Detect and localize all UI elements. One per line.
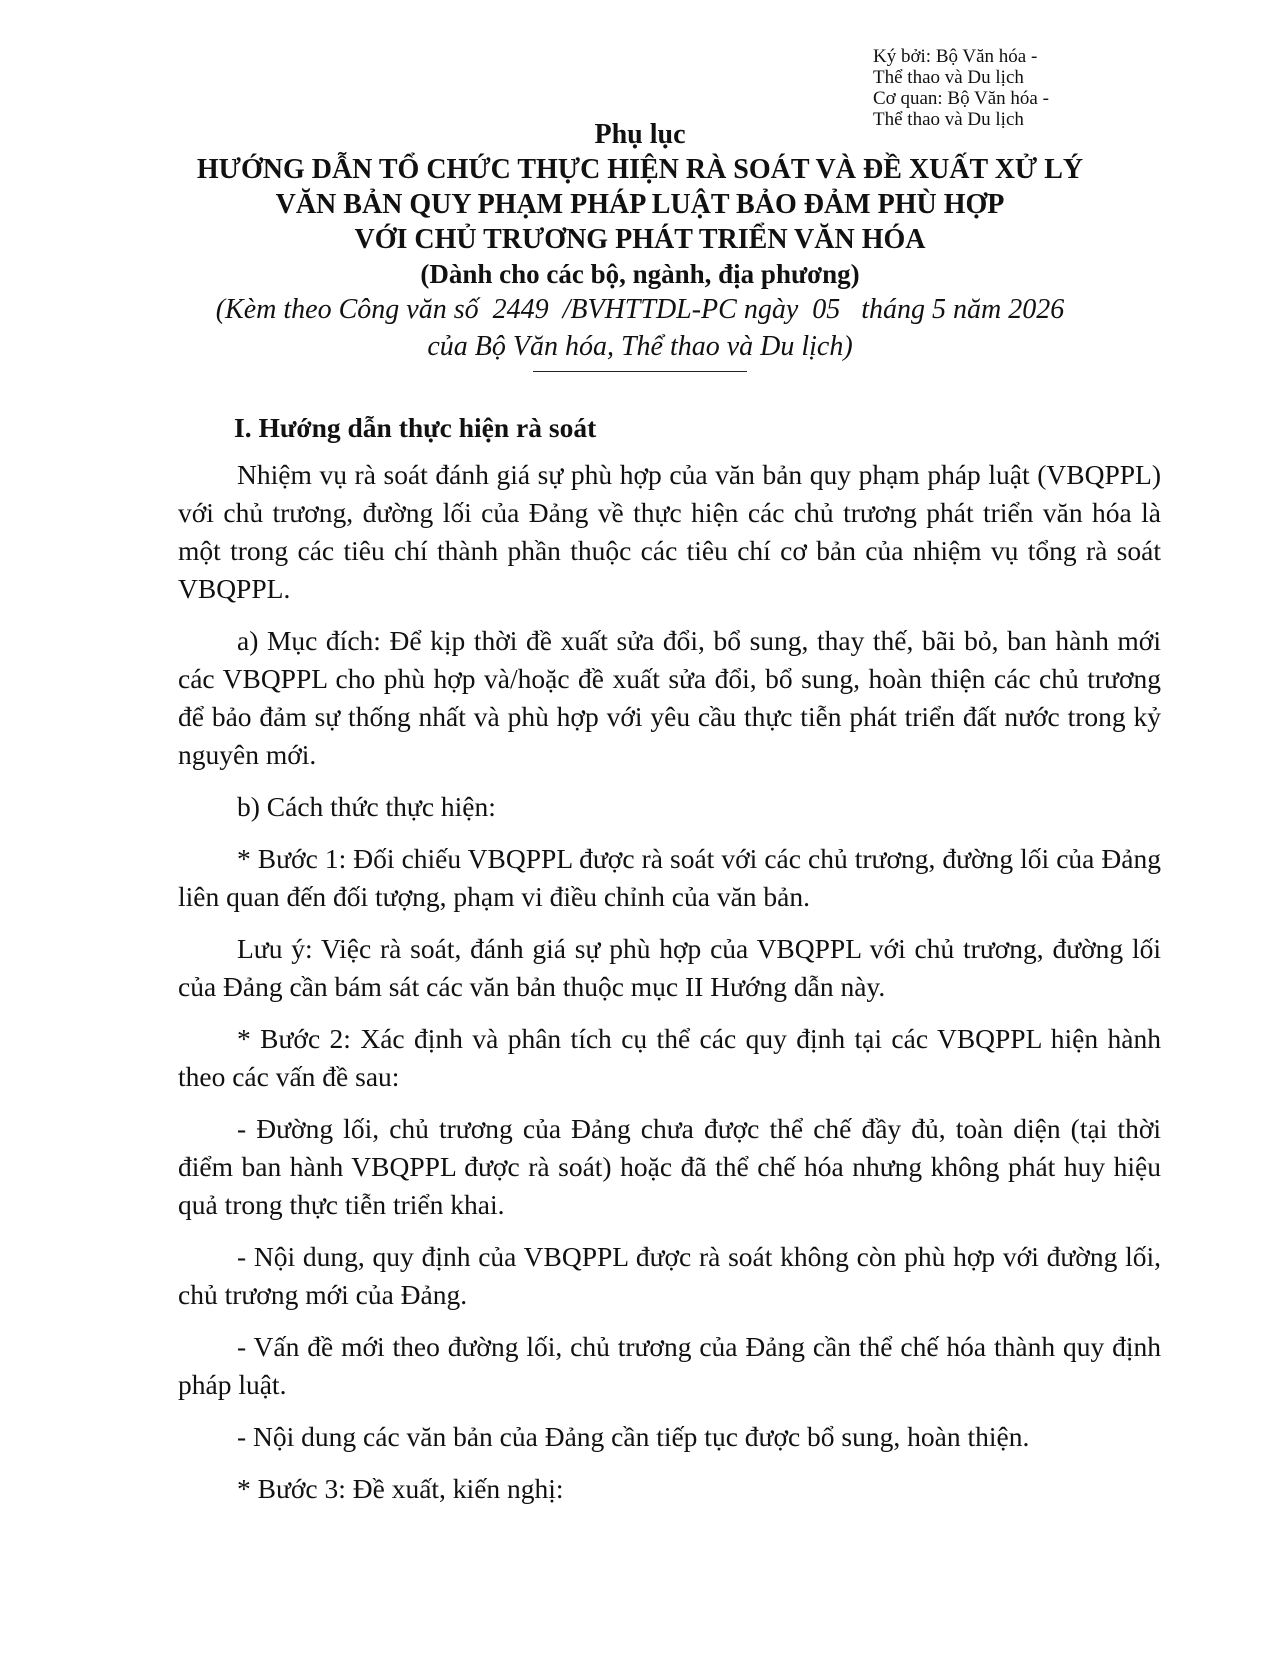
paragraph: * Bước 3: Đề xuất, kiến nghị: bbox=[237, 1473, 564, 1504]
document-title-line: HƯỚNG DẪN TỔ CHỨC THỰC HIỆN RÀ SOÁT VÀ ĐỀ XUẤT XỬ LÝ bbox=[196, 154, 1084, 185]
paragraph: Lưu ý: Việc rà soát, đánh giá sự phù hợp của VBQPPL với chủ trương, đường lối của Đảng cần bám sát các văn bản thuộc mục II Hướng dẫn này. bbox=[178, 933, 1161, 1002]
reference-text: (Kèm theo Công văn số 2449 /BVHTTDL-PC ngày 05 tháng 5 năm 2026 bbox=[215, 294, 1065, 325]
audience-subtitle: (Dành cho các bộ, ngành, địa phương) bbox=[420, 259, 860, 289]
document-title-line: VỚI CHỦ TRƯƠNG PHÁT TRIỂN VĂN HÓA bbox=[354, 224, 926, 255]
paragraph: b) Cách thức thực hiện: bbox=[237, 791, 496, 822]
document-title-line: VĂN BẢN QUY PHẠM PHÁP LUẬT BẢO ĐẢM PHÙ HỢP bbox=[275, 189, 1005, 220]
paragraph: - Nội dung các văn bản của Đảng cần tiếp tục được bổ sung, hoàn thiện. bbox=[237, 1421, 1030, 1452]
paragraph: - Nội dung, quy định của VBQPPL được rà soát không còn phù hợp với đường lối, chủ trương mới của Đảng. bbox=[178, 1241, 1161, 1310]
reference-line: của Bộ Văn hóa, Thể thao và Du lịch) bbox=[427, 331, 853, 362]
reference-line bbox=[0, 291, 1280, 328]
paragraph: a) Mục đích: Để kịp thời đề xuất sửa đổi, bổ sung, thay thế, bãi bỏ, ban hành mới các VBQPPL cho phù hợp và/hoặc đề xuất sửa đổi, bổ sung, hoàn thiện các chủ trương để bảo đảm sự thống nhất và phù hợp với yêu cầu thực tiễn phát triển đất nước trong kỷ nguyên mới. bbox=[178, 625, 1161, 770]
signature-line: Cơ quan: Bộ Văn hóa - bbox=[873, 88, 1049, 109]
document-body bbox=[178, 408, 1161, 1522]
paragraph: * Bước 1: Đối chiếu VBQPPL được rà soát với các chủ trương, đường lối của Đảng liên quan đến đối tượng, phạm vi điều chỉnh của văn bản. bbox=[178, 843, 1161, 912]
document-header bbox=[0, 118, 1280, 372]
signature-line: Ký bởi: Bộ Văn hóa - bbox=[873, 46, 1038, 67]
paragraph: - Vấn đề mới theo đường lối, chủ trương của Đảng cần thể chế hóa thành quy định pháp luật. bbox=[178, 1331, 1161, 1400]
header-divider bbox=[533, 371, 747, 372]
appendix-label: Phụ lục bbox=[594, 119, 686, 150]
signature-line: Thể thao và Du lịch bbox=[873, 67, 1024, 88]
paragraph: Nhiệm vụ rà soát đánh giá sự phù hợp của văn bản quy phạm pháp luật (VBQPPL) với chủ trương, đường lối của Đảng về thực hiện các chủ trương phát triển văn hóa là một trong các tiêu chí thành phần thuộc các tiêu chí cơ bản của nhiệm vụ tổng rà soát VBQPPL. bbox=[178, 459, 1161, 604]
section-heading: I. Hướng dẫn thực hiện rà soát bbox=[234, 412, 597, 443]
paragraph: - Đường lối, chủ trương của Đảng chưa được thể chế đầy đủ, toàn diện (tại thời điểm ban hành VBQPPL được rà soát) hoặc đã thể chế hóa nhưng không phát huy hiệu quả trong thực tiễn triển khai. bbox=[178, 1113, 1161, 1220]
paragraph: * Bước 2: Xác định và phân tích cụ thể các quy định tại các VBQPPL hiện hành theo các vấn đề sau: bbox=[178, 1023, 1161, 1092]
signature-line: Thể thao và Du lịch bbox=[873, 109, 1024, 130]
